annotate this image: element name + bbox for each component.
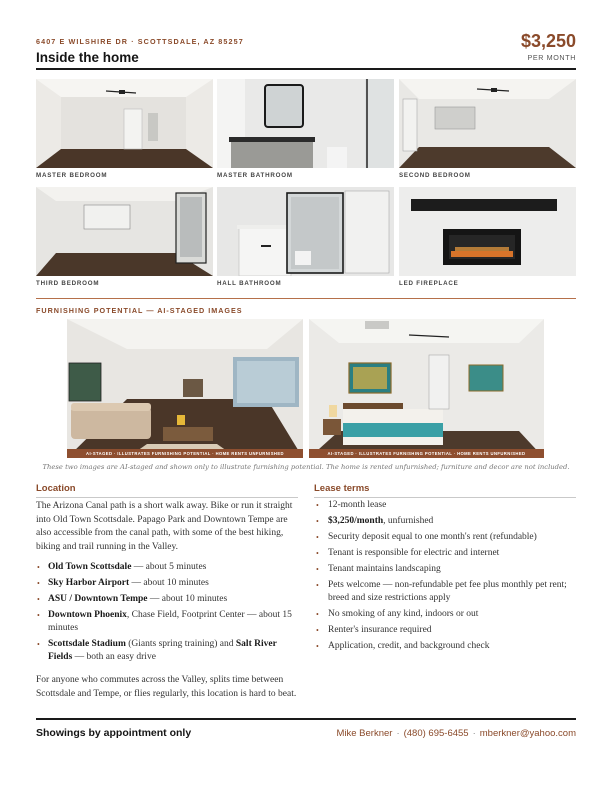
contact-line: Mike Berkner · (480) 695-6455 · mberkner@yahoo.com xyxy=(336,728,576,739)
list-item: • No smoking of any kind, indoors or out xyxy=(314,608,576,621)
photo-hall-bathroom xyxy=(217,187,394,276)
property-address: 6407 E WILSHIRE DR · SCOTTSDALE, AZ 85257 xyxy=(36,37,244,46)
staged-photo-living-room xyxy=(67,319,303,458)
list-item: • Scottsdale Stadium (Giants spring training) and Salt River Fields — both an easy drive xyxy=(36,638,298,664)
staged-label-band: AI-STAGED · ILLUSTRATES FURNISHING POTENTIAL · HOME RENTS UNFURNISHED xyxy=(67,449,303,458)
rent-price: $3,250 xyxy=(520,31,576,51)
list-item: • 12-month lease xyxy=(314,499,576,512)
photo-caption: LED FIREPLACE xyxy=(399,280,459,287)
lease-terms-list xyxy=(314,499,576,656)
list-item: • Old Town Scottsdale — about 5 minutes xyxy=(36,561,298,574)
photo-master-bathroom xyxy=(217,79,394,168)
list-item: • Pets welcome — non-refundable pet fee plus monthly pet rent; breed and size restrictions apply xyxy=(314,579,576,605)
photo-caption: MASTER BEDROOM xyxy=(36,172,108,179)
list-item: • Application, credit, and background check xyxy=(314,640,576,653)
section-divider xyxy=(36,298,576,299)
staging-disclaimer: These two images are AI-staged and shown only to illustrate furnishing potential. The home is rented unfurnished; furniture and decor are not included. xyxy=(42,463,570,471)
staged-section-heading: FURNISHING POTENTIAL — AI-STAGED IMAGES xyxy=(36,306,243,315)
photo-led-fireplace xyxy=(399,187,576,276)
agent-phone[interactable]: (480) 695-6455 xyxy=(403,728,469,739)
list-item: • Tenant is responsible for electric and internet xyxy=(314,547,576,560)
photo-master-bedroom xyxy=(36,79,213,168)
showings-note: Showings by appointment only xyxy=(36,727,192,739)
list-item: • Downtown Phoenix, Chase Field, Footprint Center — about 15 minutes xyxy=(36,609,298,635)
rent-price-unit: PER MONTH xyxy=(527,53,576,62)
agent-name: Mike Berkner xyxy=(336,728,393,739)
header-divider xyxy=(36,68,576,70)
staged-label-band: AI-STAGED · ILLUSTRATES FURNISHING POTENTIAL · HOME RENTS UNFURNISHED xyxy=(309,449,544,458)
location-intro: The Arizona Canal path is a short walk away. Bike or run it straight into Old Town Scottsdale. Papago Park and Downtown Tempe are also accessible from the canal path, with some of the best hiking, biking and trail running in the Valley. xyxy=(36,501,293,552)
list-item: • ASU / Downtown Tempe — about 10 minutes xyxy=(36,593,298,606)
list-item: • Tenant maintains landscaping xyxy=(314,563,576,576)
photo-second-bedroom xyxy=(399,79,576,168)
photo-third-bedroom xyxy=(36,187,213,276)
page-title: Inside the home xyxy=(36,50,139,65)
lease-heading-rule xyxy=(314,497,576,498)
lease-heading: Lease terms xyxy=(314,483,370,494)
list-item: • Renter's insurance required xyxy=(314,624,576,637)
location-heading: Location xyxy=(36,483,76,494)
footer-divider xyxy=(36,718,576,720)
location-heading-rule xyxy=(36,497,298,498)
photo-caption: MASTER BATHROOM xyxy=(217,172,293,179)
location-closing: For anyone who commutes across the Valley, splits time between Scottsdale and Tempe, or flies regularly, this location is hard to beat. xyxy=(36,675,297,699)
list-item: • Sky Harbor Airport — about 10 minutes xyxy=(36,577,298,590)
photo-caption: SECOND BEDROOM xyxy=(399,172,471,179)
photo-caption: HALL BATHROOM xyxy=(217,280,282,287)
location-list xyxy=(36,561,298,667)
staged-photo-bedroom xyxy=(309,319,544,458)
list-item: • $3,250/month, unfurnished xyxy=(314,515,576,528)
photo-caption: THIRD BEDROOM xyxy=(36,280,100,287)
agent-email[interactable]: mberkner@yahoo.com xyxy=(479,728,576,739)
list-item: • Security deposit equal to one month's rent (refundable) xyxy=(314,531,576,544)
